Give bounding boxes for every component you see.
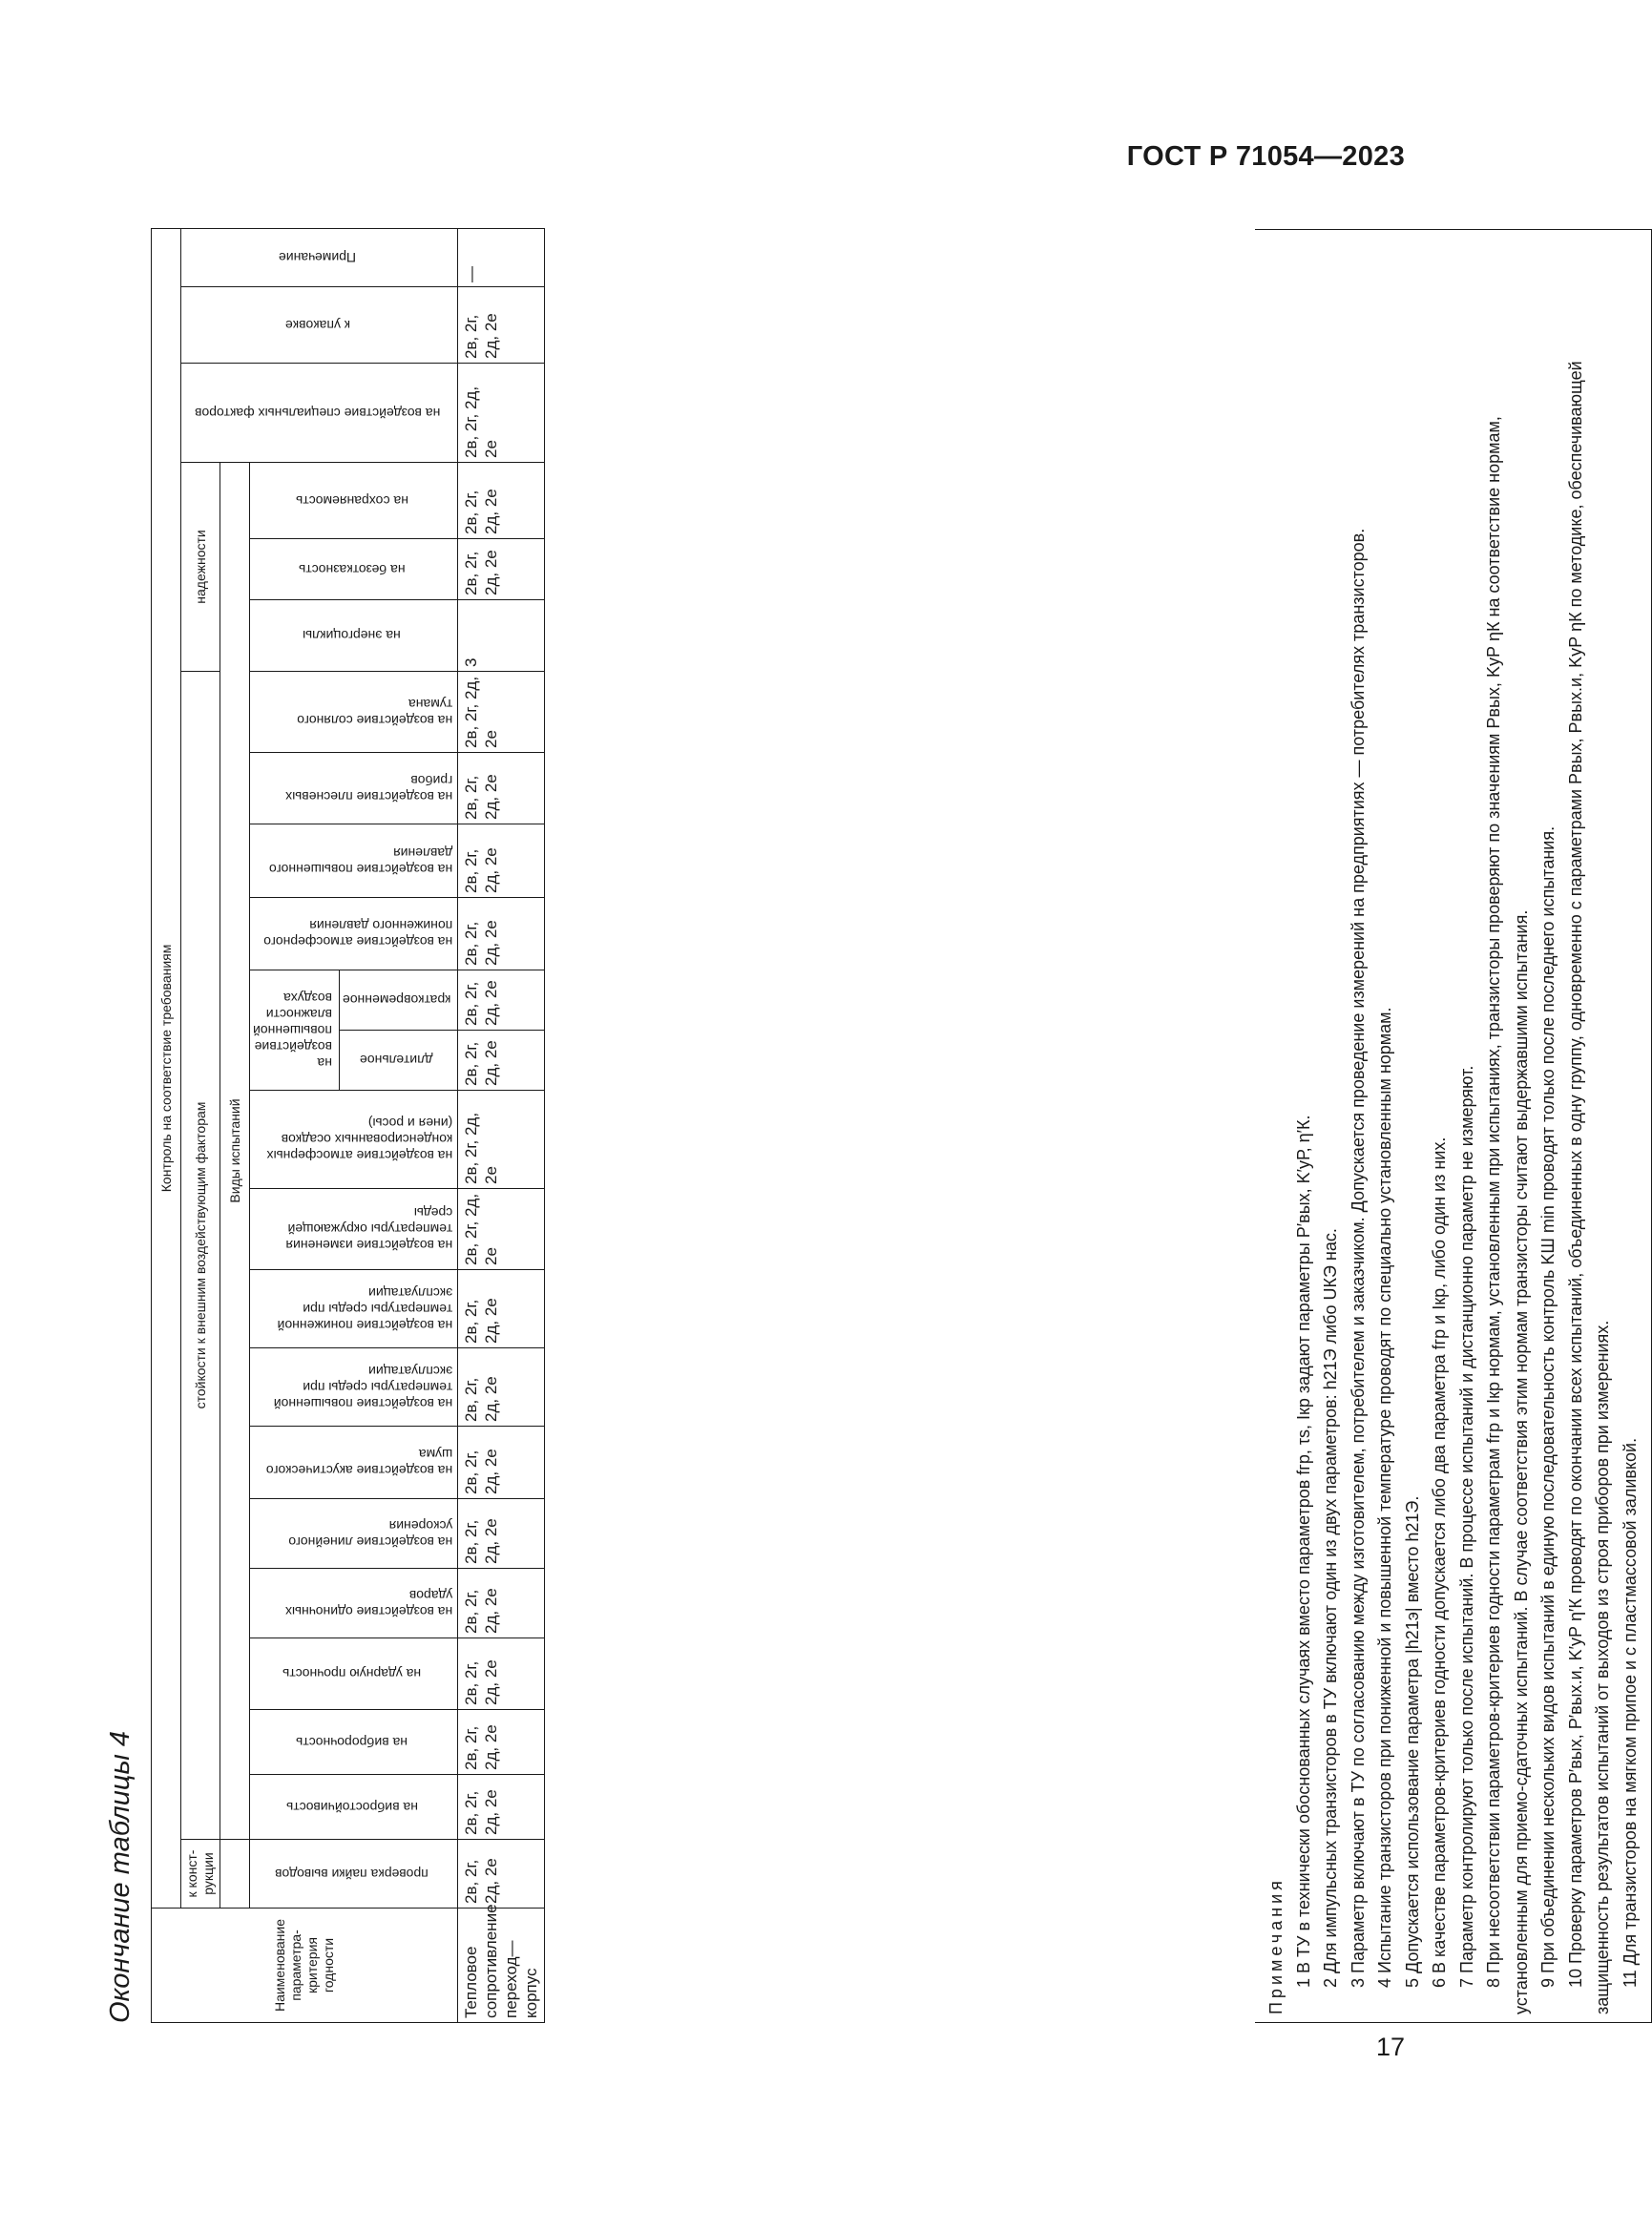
note-1: 1 В ТУ в технически обоснованных случаях вместо параметров fгр, τs, Iкр задают параметры P′вых, K′уР, η′К. — [1293, 1115, 1313, 1988]
cell-c19: 2в, 2г, 2д, 2е — [458, 539, 545, 600]
col-humidity-long: длительное — [360, 1053, 433, 1069]
col-high-pressure: на воздействие повышенного давления — [269, 845, 453, 877]
header-control: Контроль на соответствие требованиям — [152, 228, 181, 1908]
cell-c7: 2в, 2г, 2д, 2е — [458, 1427, 545, 1499]
col-single-shocks: на воздействие одиночных ударов — [284, 1588, 453, 1619]
col-mold-fungi: на воздействие плесневых грибов — [285, 773, 453, 804]
cell-c20: 2в, 2г, 2д, 2е — [458, 463, 545, 539]
col-energy-cycles: на энергоциклы — [303, 628, 402, 644]
col-storability: на сохраняемость — [295, 493, 408, 509]
col-packaging: к упаковке — [284, 318, 350, 333]
header-reliability: надежности — [181, 463, 220, 672]
cell-c5: 2в, 2г, 2д, 2е — [458, 1569, 545, 1638]
cell-c8: 2в, 2г, 2д, 2е — [458, 1348, 545, 1427]
document-code: ГОСТ Р 71054—2023 — [1126, 141, 1405, 172]
cell-c3: 2в, 2г, 2д, 2е — [458, 1710, 545, 1775]
col-vibration-strength: на вибророчность — [296, 1735, 408, 1750]
note-4: 4 Испытание транзисторов при пониженной и повышенной температуре проводят по специально установленным нормам. — [1375, 1007, 1394, 1988]
cell-c9: 2в, 2г, 2д, 2е — [458, 1270, 545, 1348]
col-vibration-stability: на вибростойчивость — [285, 1800, 418, 1815]
note-3: 3 Параметр включают в ТУ по согласованию между изготовителем, потребителем и заказчиком. Допускается проведение измерений на предприятиях — потребителях транзисторов. — [1348, 528, 1368, 1988]
note-8: 8 При несоответствии параметров-критериев годности параметрам fгр и Iкр нормам, установленным при испытаниях, транзисторы проверяют по значениям Pвых, KуР ηК на соответствие нормам, — [1484, 416, 1503, 1988]
col-high-temperature: на воздействие повышенной температуры среды при эксплуатации — [273, 1364, 453, 1411]
col-impact-strength: на ударную прочность — [282, 1666, 422, 1682]
note-7: 7 Параметр контролируют только после испытаний. В процессе испытаний и дистанционно параметр не измеряют. — [1456, 1065, 1476, 1988]
cell-c15: 2в, 2г, 2д, 2е — [458, 824, 545, 898]
notes-block — [1255, 229, 1652, 2023]
cell-c6: 2в, 2г, 2д, 2е — [458, 1499, 545, 1569]
col-low-pressure: на воздействие атмосферного пониженного давления — [263, 918, 453, 950]
continuation-title: Окончание таблицы 4 — [105, 1731, 136, 2023]
note-10-continuation: защищенность результатов испытаний от выходов из строя приборов при измерениях. — [1593, 1320, 1612, 2014]
header-blank-1 — [220, 1840, 250, 1909]
cell-c1: 2в, 2г, 2д, 2е — [458, 1840, 545, 1909]
cell-c14: 2в, 2г, 2д, 2е — [458, 898, 545, 970]
note-5: 5 Допускается использование параметра |h21э| вместо h21Э. — [1402, 1495, 1422, 1988]
note-11: 11 Для транзисторов на мягком припое и с пластмассовой заливкой. — [1620, 1437, 1640, 1988]
cell-c4: 2в, 2г, 2д, 2е — [458, 1638, 545, 1710]
col-condensed-precipitation: на воздействие атмосферных конденсированных осадков (инея и росы) — [266, 1116, 453, 1164]
cell-c21: 2в, 2г, 2д, 2е — [458, 364, 545, 463]
notes-title: Примечания — [1266, 1877, 1286, 2014]
cell-c16: 2в, 2г, 2д, 2е — [458, 753, 545, 824]
cell-c17: 2в, 2г, 2д, 2е — [458, 672, 545, 753]
col-humidity-short: кратковременное — [342, 992, 451, 1009]
note-6: 6 В качестве параметров-критериев годности допускается либо два параметра fгр и Iкр, либо один из них. — [1430, 1137, 1449, 1988]
cell-c22: 2в, 2г, 2д, 2е — [458, 287, 545, 364]
col-temperature-change: на воздействие изменения температуры окружающей среды — [285, 1205, 453, 1254]
col-solder-check: проверка пайки выводов — [275, 1867, 429, 1882]
col-remark: Примечание — [279, 250, 357, 266]
col-acoustic-noise: на воздействие акустического шума — [265, 1447, 453, 1479]
header-resistance: стойкости к внешним воздействующим факторам — [181, 672, 220, 1840]
note-9: 9 При объединении нескольких видов испытаний в единую последовательность контроль KШ min проводят только после последнего испытания. — [1538, 825, 1558, 1988]
page-number: 17 — [1375, 2033, 1405, 2061]
rotated-content — [105, 229, 1640, 2023]
cell-c13: 2в, 2г, 2д, 2е — [458, 970, 545, 1031]
cell-c23: — — [458, 228, 545, 286]
header-kinds: Виды испытаний — [220, 463, 250, 1840]
cell-c10: 2в, 2г, 2д, 2е — [458, 1189, 545, 1270]
cell-c11: 2в, 2г, 2д, 2е — [458, 1091, 545, 1189]
cell-c2: 2в, 2г, 2д, 2е — [458, 1775, 545, 1840]
header-param-name: Наименование параметра-критерия годности — [152, 1909, 458, 2023]
col-special-factors: на воздействие специальных факторов — [194, 406, 441, 421]
row-thermal-resistance: Тепловое сопротивление переход—корпус — [458, 1909, 545, 2023]
header-construction: к конст-рукции — [181, 1840, 220, 1909]
col-failure-free: на безотказность — [298, 562, 406, 577]
cell-c18: 3 — [458, 600, 545, 672]
col-low-temperature: на воздействие пониженной температуры среды при эксплуатации — [277, 1285, 453, 1333]
rotated-table-frame — [105, 229, 1640, 2023]
cell-c12: 2в, 2г, 2д, 2е — [458, 1031, 545, 1091]
note-8-continuation: установленным для приемо-сдаточных испытаний. В случае соответствия этим нормам транзисторы считают выдержавшими испытания. — [1511, 909, 1531, 2014]
note-2: 2 Для импульсных транзисторов в ТУ включают один из двух параметров: h21Э либо UКЭ нас. — [1321, 1228, 1340, 1988]
note-10: 10 Проверку параметров P′вых, P′вых.и, K′уР η′К проводят по окончании всех испытаний, объединенных в одну группу, одновременно с параметрами Pвых, Pвых.и, KуР ηК по методике, обеспечивающей — [1565, 361, 1585, 1988]
col-salt-fog: на воздействие соляного тумана — [297, 697, 453, 728]
tests-table — [151, 228, 545, 2023]
col-humidity-group: на воздействие повышенной влажности воздуха — [252, 991, 332, 1071]
col-linear-acceleration: на воздействие линейного ускорения — [288, 1518, 453, 1550]
